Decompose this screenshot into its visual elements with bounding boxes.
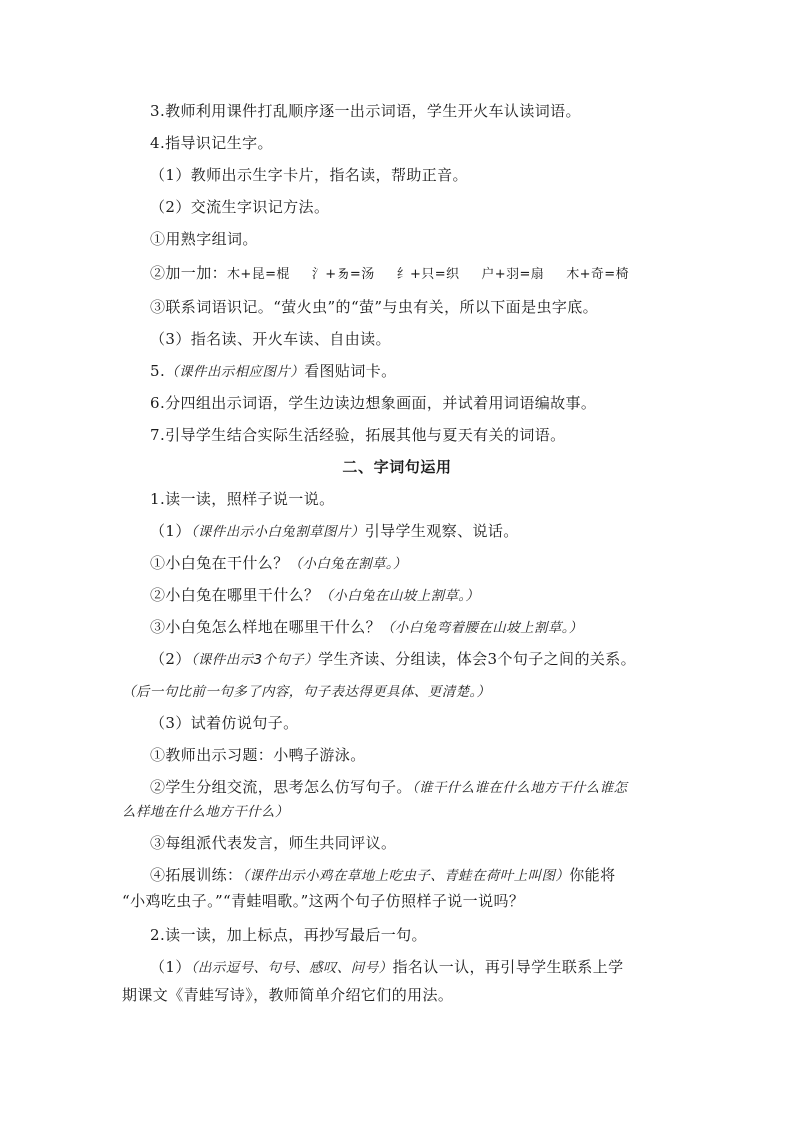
paragraph-exercise-1: 1.读一读，照样子说一说。 <box>150 490 335 508</box>
question-text: ①小白兔在干什么？ <box>150 554 289 572</box>
item-number: （1） <box>150 522 191 540</box>
courseware-note: （课件出示相应图片） <box>165 364 305 380</box>
paragraph-exercise-1-2-cont <box>122 681 491 702</box>
courseware-note: （课件出示小鸡在草地上吃虫子、青蛙在荷叶上叫图） <box>242 868 570 884</box>
answer-note: （小白兔在割草。） <box>288 556 407 572</box>
answer-note: （小白兔在山坡上割草。） <box>319 588 480 604</box>
question-1 <box>150 553 407 574</box>
paragraph-step-7: 7.引导学生结合实际生活经验，拓展其他与夏天有关的词语。 <box>150 426 566 444</box>
item-text: 指名认一认，再引导学生联系上学 <box>392 958 624 976</box>
step-text: 你能将 <box>569 866 616 884</box>
paragraph-exercise-2-1-cont: 期课文《青蛙写诗》，教师简单介绍它们的用法。 <box>122 986 454 1004</box>
question-text: ②小白兔在哪里干什么？ <box>150 586 320 604</box>
paragraph-exercise-1-2 <box>150 649 636 670</box>
question-3 <box>150 617 583 638</box>
courseware-note: （课件出示3个句子） <box>190 652 319 668</box>
formula-item: 纟+只=织 <box>396 267 460 282</box>
paragraph-method-2 <box>150 263 629 285</box>
item-number: （1） <box>150 958 191 976</box>
paragraph-step-4-2: （2）交流生字识记方法。 <box>150 198 330 216</box>
answer-note: （小白兔弯着腰在山坡上割草。） <box>381 620 583 636</box>
step-text: ②学生分组交流，思考怎么仿写句子。 <box>150 778 412 796</box>
paragraph-step-4-3: （3）指名读、开火车读、自由读。 <box>150 330 391 348</box>
hint-note: （谁干什么谁在什么地方干什么谁怎 <box>411 780 628 796</box>
paragraph-exercise-1-3: （3）试着仿说句子。 <box>150 714 299 732</box>
item-number: （2） <box>150 650 191 668</box>
practice-step-1: ①教师出示习题：小鸭子游泳。 <box>150 746 366 764</box>
paragraph-step-4-1: （1）教师出示生字卡片，指名读，帮助正音。 <box>150 166 468 184</box>
paragraph-method-1: ①用熟字组词。 <box>150 230 258 248</box>
practice-step-4-cont: “小鸡吃虫子。”“青蛙唱歌。”这两个句子仿照样子说一说吗？ <box>122 892 525 910</box>
paragraph-exercise-2: 2.读一读，加上标点，再抄写最后一句。 <box>150 926 427 944</box>
question-text: ③小白兔怎么样地在哪里干什么？ <box>150 618 382 636</box>
practice-step-4 <box>150 865 615 886</box>
method-2-prefix: ②加一加： <box>150 264 228 282</box>
item-text: 引导学生观察、说话。 <box>364 522 519 540</box>
step-text: 看图贴词卡。 <box>304 362 397 380</box>
formula-item: 木+昆=棍 <box>227 267 290 282</box>
formula-item: 木+奇=椅 <box>566 267 629 282</box>
section-heading: 二、字词句运用 <box>342 458 452 476</box>
paragraph-step-4: 4.指导识记生字。 <box>150 134 273 152</box>
answer-note: （后一句比前一句多了内容，句子表达得更具体、更清楚。） <box>122 684 491 700</box>
paragraph-exercise-1-1 <box>150 521 519 542</box>
hint-note: 么样地在什么地方干什么） <box>122 804 289 820</box>
question-2 <box>150 585 479 606</box>
practice-step-2-cont <box>122 801 289 822</box>
practice-step-2 <box>150 777 627 798</box>
formula-item: 氵+𠃓=汤 <box>311 267 375 282</box>
item-text: 学生齐读、分组读，体会3个句子之间的关系。 <box>318 650 637 668</box>
paragraph-exercise-2-1 <box>150 957 624 978</box>
paragraph-method-3: ③联系词语识记。“萤火虫”的“萤”与虫有关，所以下面是虫字底。 <box>150 298 599 316</box>
formula-item: 户+羽=扇 <box>481 267 545 282</box>
courseware-note: （课件出示小白兔割草图片） <box>190 524 365 540</box>
paragraph-step-6: 6.分四组出示词语，学生边读边想象画面，并试着用词语编故事。 <box>150 394 597 412</box>
step-number: 5. <box>150 362 166 380</box>
step-text: ④拓展训练： <box>150 866 243 884</box>
courseware-note: （出示逗号、句号、感叹、问号） <box>190 960 393 976</box>
paragraph-step-3: 3.教师利用课件打乱顺序逐一出示词语，学生开火车认读词语。 <box>150 102 581 120</box>
paragraph-step-5 <box>150 361 397 382</box>
practice-step-3: ③每组派代表发言，师生共同评议。 <box>150 834 397 852</box>
